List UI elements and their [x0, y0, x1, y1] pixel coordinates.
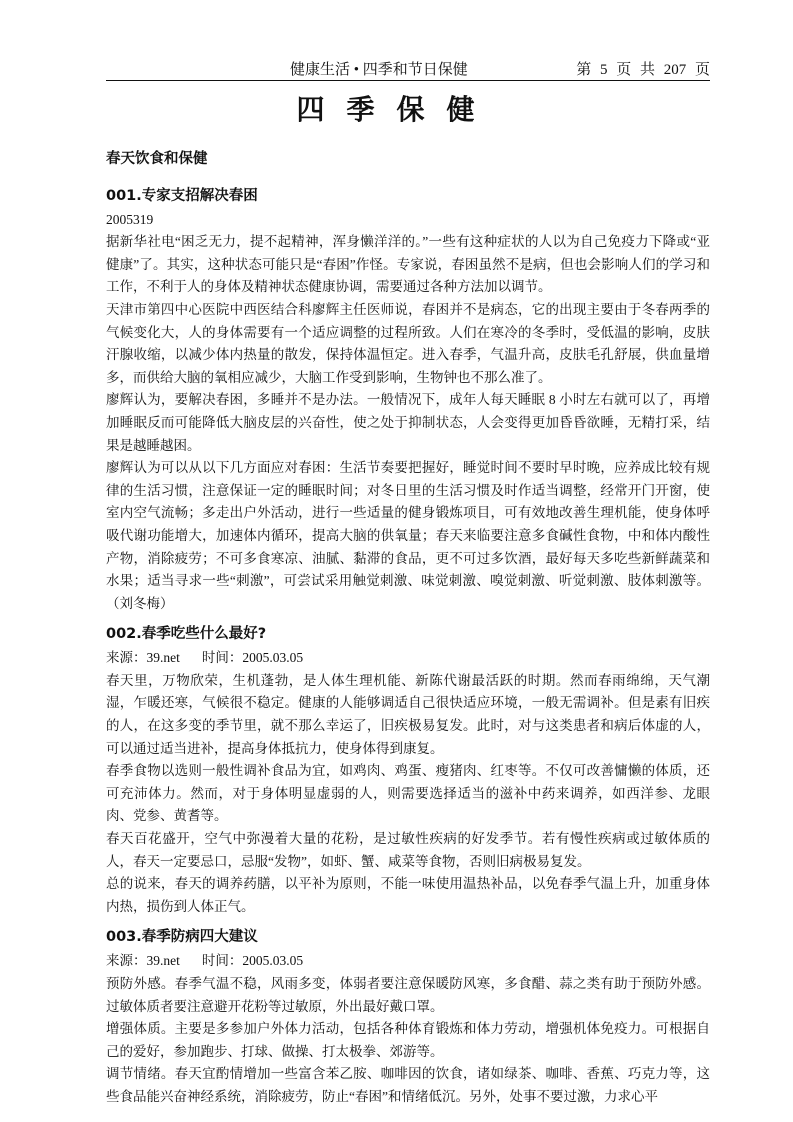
- article-meta: [106, 950, 710, 973]
- article-title: 001.专家支招解决春困: [106, 187, 258, 204]
- paragraph: 春季食物以选则一般性调补食品为宜，如鸡肉、鸡蛋、瘦猪肉、红枣等。不仅可改善慵懒的体质，还可充沛体力。然而，对于身体明显虚弱的人，则需要选择适当的滋补中药来调养，如西洋参、龙眼肉、党参、黄耆等。: [106, 763, 710, 824]
- article-time: 时间：2005.03.05: [201, 953, 304, 969]
- article-source: 来源：39.net: [106, 953, 180, 969]
- article-date: 2005319: [106, 211, 154, 227]
- paragraph: 天津市第四中心医院中西医结合科廖辉主任医师说，春困并不是病态，它的出现主要由于冬春两季的气候变化大，人的身体需要有一个适应调整的过程所致。人们在寒冷的冬季时，受低温的影响，皮肤汗腺收缩，以减少体内热量的散发，保持体温恒定。进入春季，气温升高，皮肤毛孔舒展，供血量增多，而供给大脑的氧相应减少，大脑工作受到影响，生物钟也不那么准了。: [106, 301, 710, 385]
- paragraph: 总的说来，春天的调养药膳，以平补为原则，不能一味使用温热补品，以免春季气温上升，加重身体内热，损伤到人体正气。: [106, 876, 710, 914]
- paragraph: 据新华社电“困乏无力，提不起精神，浑身懒洋洋的。”一些有这种症状的人以为自己免疫力下降或“亚健康”了。其实，这种状态可能只是“春困”作怪。专家说，春困虽然不是病，但也会影响人们的学习和工作，不利于人的身体及精神状态健康协调，需要通过各种方法加以调节。: [106, 234, 710, 295]
- article-meta: [106, 647, 710, 670]
- article-title: 002.春季吃些什么最好?: [106, 626, 267, 643]
- paragraph: 春天里，万物欣荣，生机蓬勃，是人体生理机能、新陈代谢最活跃的时期。然而春雨绵绵，天气潮湿，乍暖还寒，气候很不稳定。健康的人能够调适自己很快适应环境，一般无需调补。但是素有旧疾的人，在这多变的季节里，就不那么幸运了，旧疾极易复发。此时，对与这类患者和病后体虚的人，可以通过适当进补，提高身体抵抗力，使身体得到康复。: [106, 672, 710, 756]
- paragraph: 春天百花盛开，空气中弥漫着大量的花粉，是过敏性疾病的好发季节。若有慢性疾病或过敏体质的人，春天一定要忌口，忌服“发物”，如虾、蟹、咸菜等食物，否则旧病极易复发。: [106, 831, 710, 869]
- page-header: [106, 56, 710, 81]
- page-number: 第 5 页 共 207 页: [576, 62, 710, 78]
- document-body: [106, 148, 710, 1115]
- page-title: 四季保健: [296, 93, 497, 126]
- paragraph: 增强体质。主要是多参加户外体力活动，包括各种体育锻炼和体力劳动，增强机体免疫力。可根据自己的爱好，参加跑步、打球、做操、打太极拳、郊游等。: [106, 1021, 710, 1059]
- section-title: 春天饮食和保健: [106, 151, 208, 167]
- paragraph: 调节情绪。春天宜酌情增加一些富含苯乙胺、咖啡因的饮食，诸如绿茶、咖啡、香蕉、巧克力等，这些食品能兴奋神经系统，消除疲劳，防止“春困”和情绪低沉。另外，处事不要过激，力求心平: [106, 1066, 710, 1104]
- article-title: 003.春季防病四大建议: [106, 929, 258, 946]
- header-title: 健康生活 • 四季和节日保健: [290, 62, 468, 78]
- paragraph: 预防外感。春季气温不稳，风雨多变，体弱者要注意保暖防风寒，多食醋、蒜之类有助于预防外感。过敏体质者要注意避开花粉等过敏原，外出最好戴口罩。: [106, 976, 710, 1014]
- paragraph: 廖辉认为可以从以下几方面应对春困：生活节奏要把握好，睡觉时间不要时早时晚，应养成比较有规律的生活习惯，注意保证一定的睡眠时间；对冬日里的生活习惯及时作适当调整，经常开门开窗，使室内空气流畅；多走出户外活动，进行一些适量的健身锻炼项目，可有效地改善生理机能，使身体呼吸代谢功能增大，加速体内循环，提高大脑的供氧量；春天来临要注意多食碱性食物，中和体内酸性产物，消除疲劳；不可多食寒凉、油腻、黏滞的食品，更不可过多饮酒，最好每天多吃些新鲜蔬菜和水果；适当寻求一些“刺激”，可尝试采用触觉刺激、味觉刺激、嗅觉刺激、听觉刺激、肢体刺激等。（刘冬梅）: [106, 460, 710, 611]
- article-002: [106, 621, 710, 918]
- article-time: 时间：2005.03.05: [201, 650, 304, 666]
- paragraph: 廖辉认为，要解决春困，多睡并不是办法。一般情况下，成年人每天睡眠 8 小时左右就可以了，再增加睡眠反而可能降低大脑皮层的兴奋性，使之处于抑制状态，人会变得更加昏昏欲睡，无精打采，结果是越睡越困。: [106, 392, 710, 453]
- article-001: [106, 183, 710, 616]
- article-003: [106, 924, 710, 1108]
- article-source: 来源：39.net: [106, 650, 180, 666]
